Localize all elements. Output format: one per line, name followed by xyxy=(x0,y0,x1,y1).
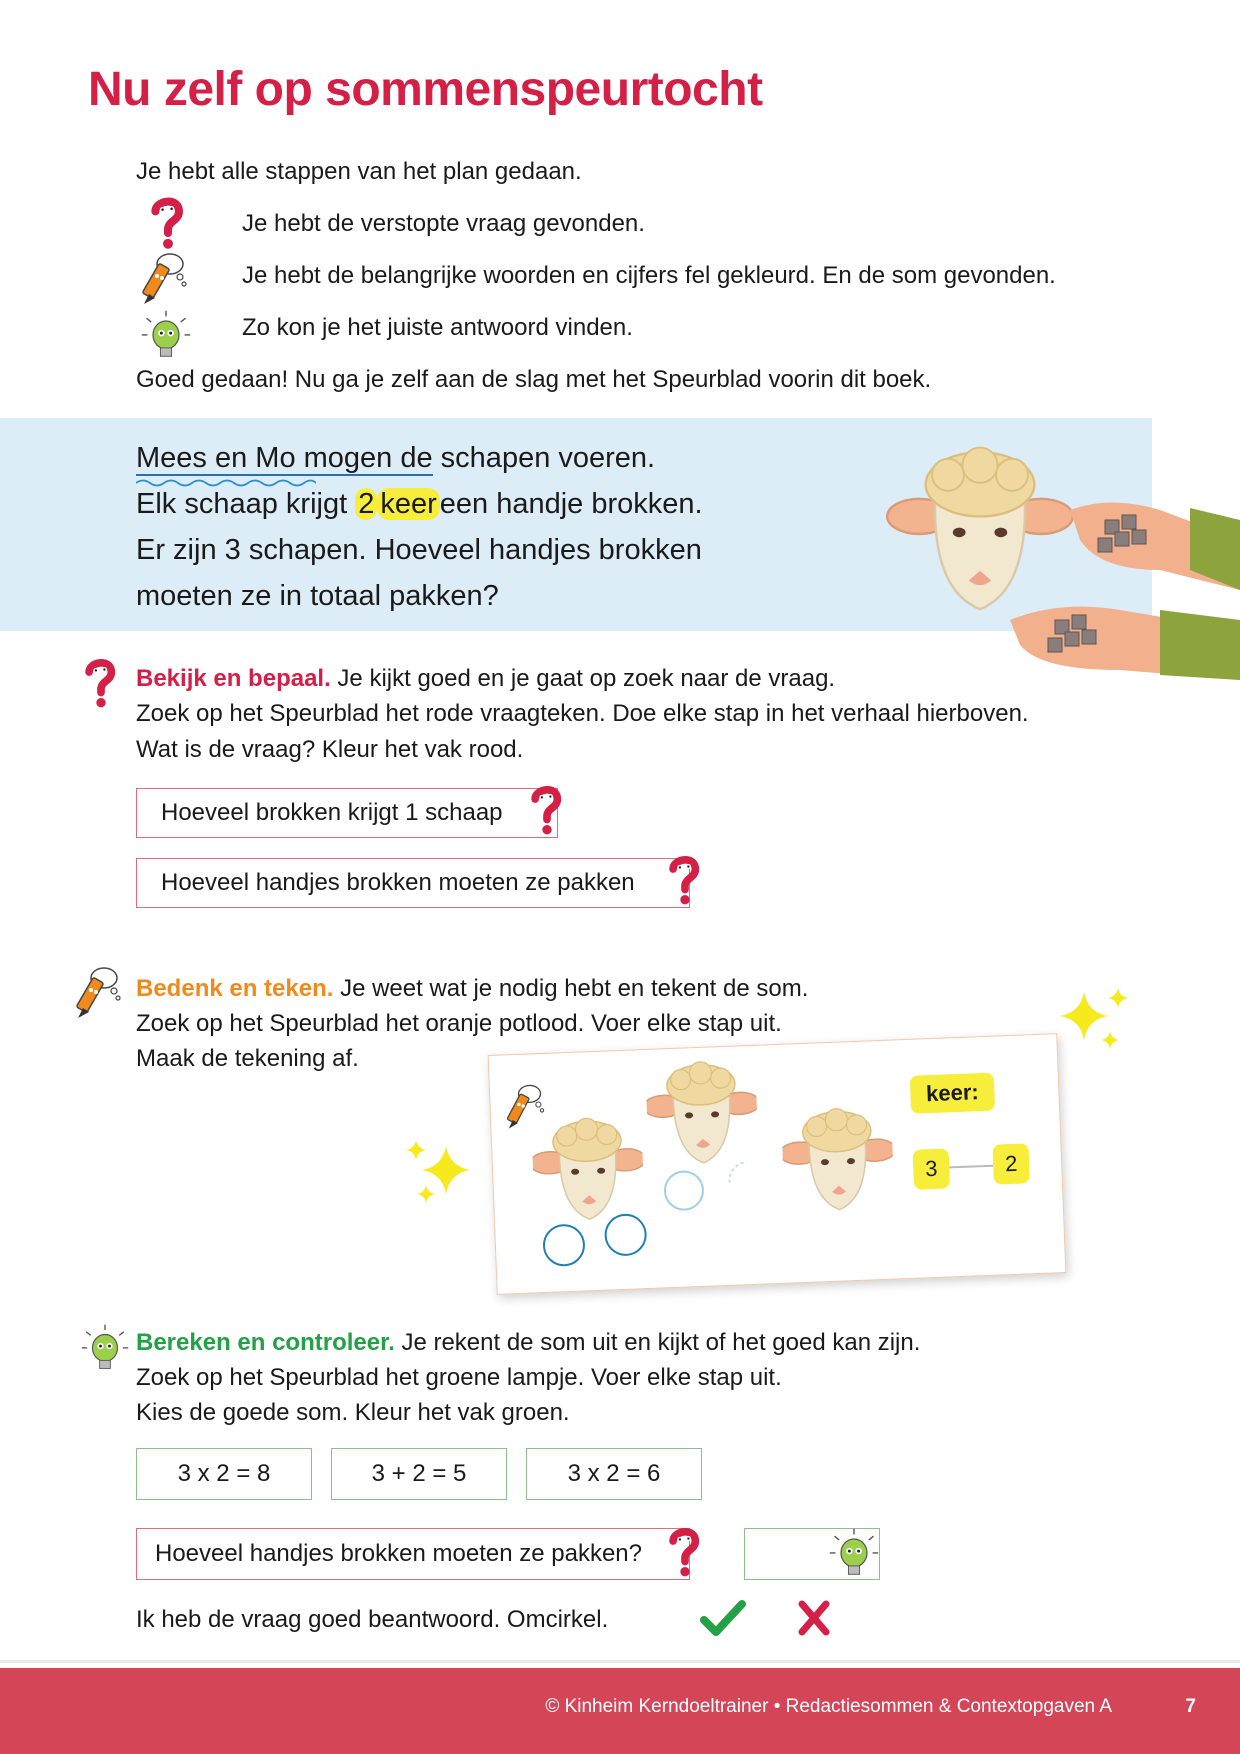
sum-option-1[interactable]: 3 x 2 = 8 xyxy=(136,1448,312,1500)
story-line1-rest: schapen voeren. xyxy=(432,442,656,474)
page-title: Nu zelf op sommenspeurtocht xyxy=(88,63,763,116)
footer-text: © Kinheim Kerndoeltrainer • Redactiesommen & Contextopgaven A xyxy=(545,1696,1112,1717)
section1-line3: Wat is de vraag? Kleur het vak rood. xyxy=(136,736,524,763)
sheep-icon xyxy=(781,1101,896,1225)
section3-line1 xyxy=(136,1329,920,1357)
answer-option-2-label: Hoeveel handjes brokken moeten ze pakken xyxy=(161,869,635,896)
keer-label: keer: xyxy=(910,1073,995,1114)
cross-icon[interactable] xyxy=(796,1598,832,1638)
checkmark-icon[interactable] xyxy=(700,1598,746,1638)
connector-line xyxy=(949,1165,993,1168)
circle-drawing[interactable] xyxy=(659,1166,709,1216)
section2-line1-text: Je weet wat je nodig hebt en tekent de som. xyxy=(333,975,809,1002)
page-number: 7 xyxy=(1185,1696,1196,1717)
section1-line1 xyxy=(136,665,835,693)
section1-line1-text: Je kijkt goed en je gaat op zoek naar de vraag. xyxy=(330,665,836,692)
question-mark-icon xyxy=(150,194,186,254)
story-underlined: Mees en Mo mogen de xyxy=(136,442,433,474)
outro-text: Goed gedaan! Nu ga je zelf aan de slag met het Speurblad voorin dit boek. xyxy=(136,366,932,393)
check-text: Ik heb de vraag goed beantwoord. Omcirkel. xyxy=(136,1606,609,1633)
sheep-icon xyxy=(887,448,1073,610)
footer-divider xyxy=(0,1660,1240,1663)
sparkle-icon xyxy=(402,1130,472,1210)
pencil-icon xyxy=(74,962,126,1026)
lightbulb-icon xyxy=(828,1526,880,1578)
section3-line3: Kies de goede som. Kleur het vak groen. xyxy=(136,1399,570,1426)
section3-line2: Zoek op het Speurblad het groene lampje. Voer elke stap uit. xyxy=(136,1364,782,1391)
section3-label: Bereken en controleer. xyxy=(136,1329,395,1356)
section2-line2: Zoek op het Speurblad het oranje potlood. Voer elke stap uit. xyxy=(136,1010,782,1037)
story-line2-start: Elk schaap krijgt xyxy=(136,488,348,520)
circle-drawing[interactable] xyxy=(601,1210,651,1260)
step-question-text: Je hebt de verstopte vraag gevonden. xyxy=(242,210,645,237)
sheep-feeding-illustration xyxy=(860,420,1240,680)
story-line-2 xyxy=(136,487,703,521)
number-tag-a: 3 xyxy=(913,1148,951,1189)
number-tag-b: 2 xyxy=(992,1143,1030,1184)
sparkle-icon xyxy=(1054,980,1134,1052)
section1-line2: Zoek op het Speurblad het rode vraagteken. Doe elke stap in het verhaal hierboven. xyxy=(136,700,1029,727)
lightbulb-icon xyxy=(80,1322,130,1372)
question-mark-icon xyxy=(668,852,702,910)
step-pencil-text: Je hebt de belangrijke woorden en cijfers fel gekleurd. En de som gevonden. xyxy=(242,262,1056,289)
story-line-4: moeten ze in totaal pakken? xyxy=(136,580,499,612)
answer-option-1[interactable] xyxy=(136,788,558,838)
sum-option-2[interactable]: 3 + 2 = 5 xyxy=(331,1448,507,1500)
drawing-card[interactable] xyxy=(488,1033,1067,1295)
section2-label: Bedenk en teken. xyxy=(136,975,334,1002)
highlight-number: 2 xyxy=(355,488,377,520)
circle-drawing[interactable] xyxy=(539,1220,589,1270)
story-line-3: Er zijn 3 schapen. Hoeveel handjes brokken xyxy=(136,534,702,566)
question-mark-icon xyxy=(530,782,564,840)
answer-option-1-label: Hoeveel brokken krijgt 1 schaap xyxy=(161,799,503,826)
pencil-icon xyxy=(140,248,192,312)
answer-option-2[interactable] xyxy=(136,858,690,908)
section2-line1 xyxy=(136,975,808,1003)
sum-option-3[interactable]: 3 x 2 = 6 xyxy=(526,1448,702,1500)
step-bulb-text: Zo kon je het juiste antwoord vinden. xyxy=(242,314,633,341)
dashed-arc xyxy=(725,1156,756,1187)
final-question-box[interactable] xyxy=(136,1528,690,1580)
section1-label: Bekijk en bepaal. xyxy=(136,665,331,692)
intro-text: Je hebt alle stappen van het plan gedaan. xyxy=(136,158,582,185)
highlight-keer: keer xyxy=(377,488,439,520)
story-line2-rest: een handje brokken. xyxy=(439,488,703,520)
question-mark-icon xyxy=(84,656,118,712)
lightbulb-icon xyxy=(140,308,192,360)
final-question-label: Hoeveel handjes brokken moeten ze pakken? xyxy=(155,1540,642,1567)
story-line-1 xyxy=(136,441,655,475)
section2-line3: Maak de tekening af. xyxy=(136,1045,359,1072)
section3-line1-text: Je rekent de som uit en kijkt of het goed kan zijn. xyxy=(394,1329,921,1356)
question-mark-icon xyxy=(668,1524,702,1582)
